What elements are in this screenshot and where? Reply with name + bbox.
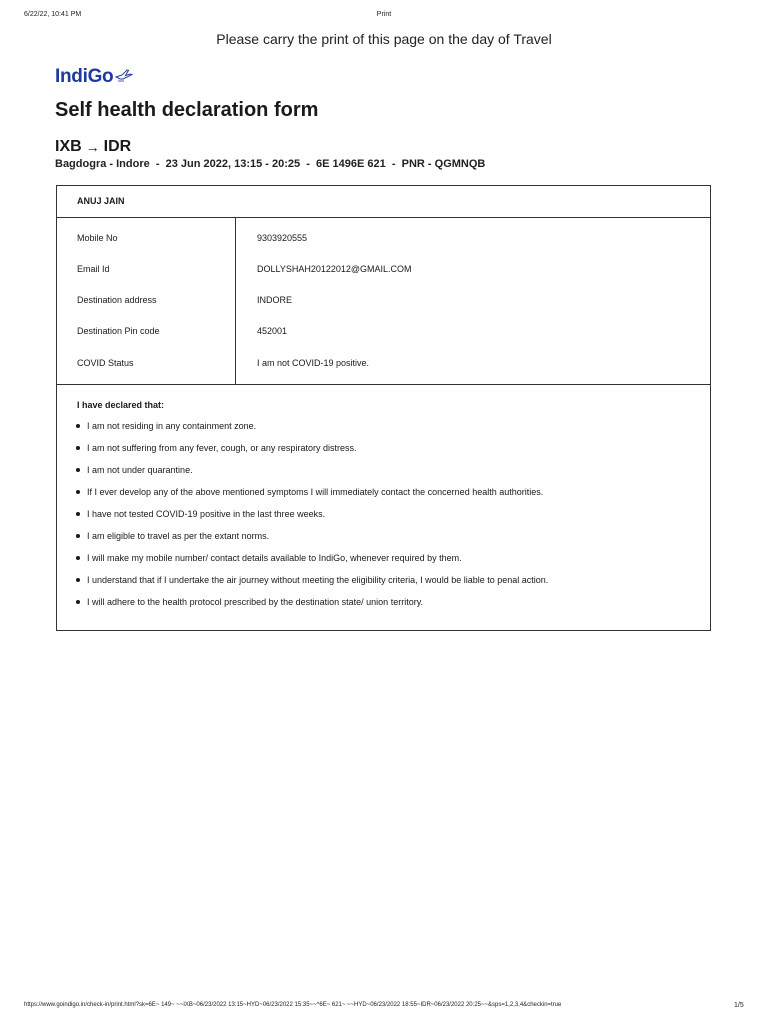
detail-row-mobile [57,233,710,249]
detail-value: DOLLYSHAH20122012@GMAIL.COM [257,264,412,274]
detail-value: INDORE [257,295,293,305]
detail-value: 9303920555 [257,233,308,243]
detail-value: 452001 [257,326,288,336]
flight-info: Bagdogra - Indore - 23 Jun 2022, 13:15 - 20:25 - 6E 1496E 621 - PNR - QGMNQB [55,158,486,170]
detail-value: I am not COVID-19 positive. [257,358,370,368]
page-number: 1/5 [734,1002,744,1009]
route [55,138,131,156]
detail-row-email [57,264,710,280]
print-url: https://www.goindigo.in/check-in/print.html?sk=6E~ 149~ ~~IXB~06/23/2022 13:15~HYD~06/23/2022 15:35~~^6E~ 621~ ~~HYD~06/23/2022 18:55~IDR~06/23/2022 20:25~~&sps=1,2,3,4&checkin=true [24,1002,562,1008]
declaration-item: I am not residing in any containment zone. [75,421,548,443]
declaration-heading: I have declared that: [77,400,165,410]
print-date: 6/22/22, 10:41 PM [24,11,82,18]
declaration-item: I have not tested COVID-19 positive in the last three weeks. [75,509,548,531]
passenger-name: ANUJ JAIN [77,196,125,206]
declaration-item: I will make my mobile number/ contact details available to IndiGo, whenever required by them. [75,553,548,575]
page-title: Self health declaration form [55,99,319,121]
declaration-item: If I ever develop any of the above mentioned symptoms I will immediately contact the concerned health authorities. [75,487,548,509]
detail-label: Destination Pin code [77,326,160,336]
divider [57,217,710,218]
declaration-item: I understand that if I undertake the air journey without meeting the eligibility criteria, I would be liable to penal action. [75,575,548,597]
print-notice: Please carry the print of this page on the day of Travel [216,31,552,47]
declaration-item: I will adhere to the health protocol prescribed by the destination state/ union territory. [75,597,548,619]
indigo-logo[interactable] [55,66,133,88]
logo-text: IndiGo [55,66,114,87]
declaration-item: I am not under quarantine. [75,465,548,487]
print-title: Print [376,11,392,18]
declaration-item: I am eligible to travel as per the extant norms. [75,531,548,553]
detail-label: Email Id [77,264,110,274]
detail-row-covid-status [57,358,710,374]
route-origin: IXB [55,138,82,155]
declaration-list [75,421,548,619]
declaration-card [56,185,711,631]
divider [57,384,710,385]
detail-label: COVID Status [77,358,134,368]
declaration-item: I am not suffering from any fever, cough, or any respiratory distress. [75,443,548,465]
detail-row-address [57,295,710,311]
route-arrow-icon: → [85,139,100,155]
detail-label: Mobile No [77,233,118,243]
plane-icon [115,68,133,87]
route-destination: IDR [103,138,132,155]
detail-label: Destination address [77,295,157,305]
detail-row-pincode [57,326,710,342]
